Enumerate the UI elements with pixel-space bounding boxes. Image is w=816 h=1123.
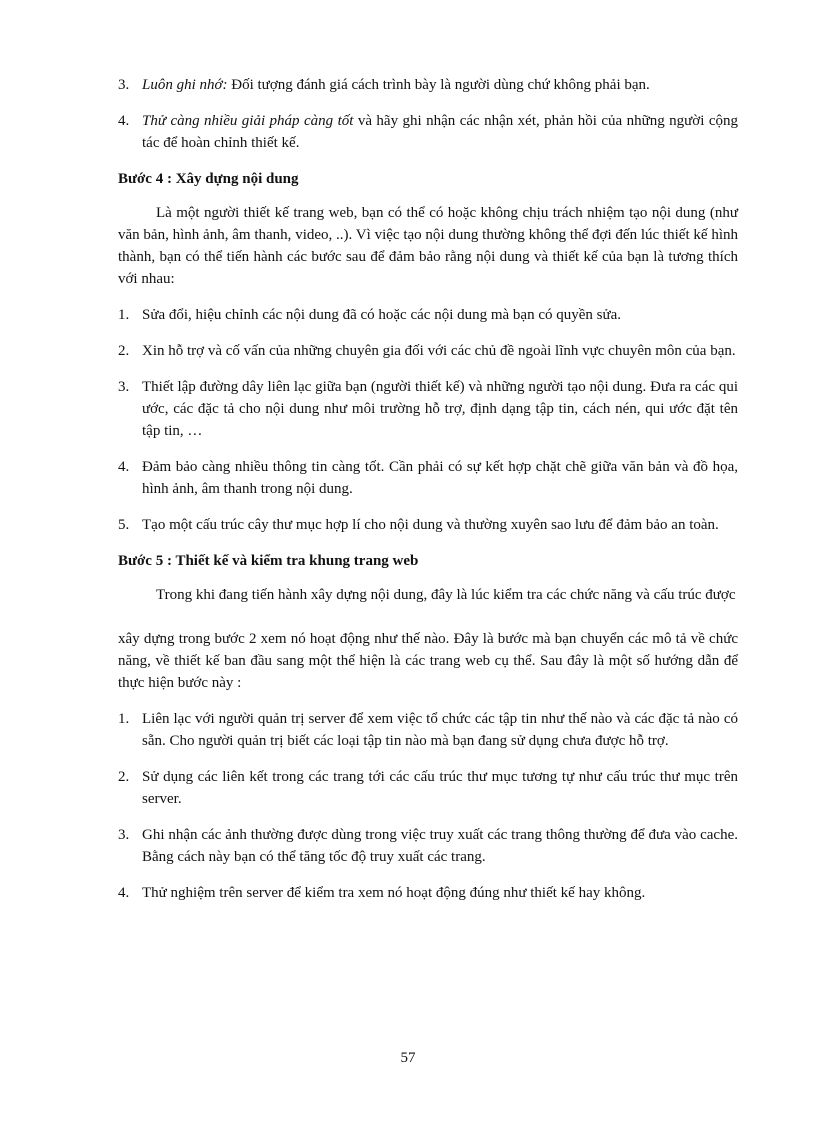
list-item-number: 4.: [118, 113, 130, 129]
list-item-number: 5.: [118, 517, 130, 533]
list-item: [118, 304, 738, 326]
list-item-number: 3.: [118, 77, 130, 93]
list-item: [118, 708, 738, 752]
step5-paragraph-1: Trong khi đang tiến hành xây dựng nội dung, đây là lúc kiểm tra các chức năng và cấu trúc được: [156, 587, 736, 603]
list-item-number: 1.: [118, 711, 130, 727]
list-item-text: Liên lạc với người quản trị server để xem việc tổ chức các tập tin như thế nào và các đặc tả nào có sẵn. Cho người quản trị biết các loại tập tin nào mà bạn đang sử dụng chưa được hỗ trợ.: [142, 711, 738, 749]
section-heading-step4: Bước 4 : Xây dựng nội dung: [118, 171, 299, 187]
list-item-text: Đảm bảo càng nhiều thông tin càng tốt. Cần phải có sự kết hợp chặt chẽ giữa văn bản và đồ họa, hình ảnh, âm thanh trong nội dung.: [142, 459, 738, 497]
list-item: [118, 456, 738, 500]
list-item: [118, 340, 738, 362]
list-item-text: và hãy ghi nhận các nhận xét, phản hồi của những người cộng tác để hoàn chỉnh thiết kế.: [142, 113, 738, 151]
page-number: 57: [400, 1050, 416, 1066]
list-item-number: 2.: [118, 343, 130, 359]
list-item-text: Sửa đổi, hiệu chỉnh các nội dung đã có hoặc các nội dung mà bạn có quyền sửa.: [142, 307, 622, 323]
step5-paragraph-2: xây dựng trong bước 2 xem nó hoạt động như thế nào. Đây là bước mà bạn chuyển các mô tả về chức năng, về thiết kế ban đầu sang một thể hiện là các trang web cụ thể. Sau đây là một số hướng dẫn để thực hiện bước này :: [118, 631, 738, 691]
list-item: [118, 882, 738, 904]
list-item-text: Sử dụng các liên kết trong các trang tới các cấu trúc thư mục tương tự như cấu trúc thư mục trên server.: [142, 769, 738, 807]
list-item-text: Đối tượng đánh giá cách trình bày là người dùng chứ không phải bạn.: [227, 77, 650, 93]
list-item-number: 1.: [118, 307, 130, 323]
document-page: [118, 74, 738, 918]
list-item: [118, 110, 738, 154]
list-item-text: Xin hỗ trợ và cố vấn của những chuyên gia đối với các chủ đề ngoài lĩnh vực chuyên môn của bạn.: [142, 343, 736, 359]
list-item-text: Tạo một cấu trúc cây thư mục hợp lí cho nội dung và thường xuyên sao lưu để đảm bảo an toàn.: [142, 517, 719, 533]
step4-paragraph: Là một người thiết kế trang web, bạn có thể có hoặc không chịu trách nhiệm tạo nội dung (như văn bản, hình ảnh, âm thanh, video, ..). Vì việc tạo nội dung thường không thể đợi đến lúc thiết kế hình thành, bạn có thể tiến hành các bước sau để đảm bảo rằng nội dung và thiết kế của bạn là tương thích với nhau:: [118, 205, 738, 287]
list-item-number: 4.: [118, 459, 130, 475]
section-heading-step5: Bước 5 : Thiết kế và kiểm tra khung trang web: [118, 553, 419, 569]
list-item: [118, 824, 738, 868]
list-item-number: 3.: [118, 827, 130, 843]
list-item-number: 2.: [118, 769, 130, 785]
list-item-text: Thiết lập đường dây liên lạc giữa bạn (người thiết kế) và những người tạo nội dung. Đưa ra các qui ước, các đặc tả cho nội dung như môi trường hỗ trợ, định dạng tập tin, cách nén, qui ước đặt tên tập tin, …: [142, 379, 738, 439]
list-item: [118, 514, 738, 536]
list-item-number: 3.: [118, 379, 130, 395]
list-item-text: Ghi nhận các ảnh thường được dùng trong việc truy xuất các trang thông thường để đưa vào cache. Bằng cách này bạn có thể tăng tốc độ truy xuất các trang.: [142, 827, 738, 865]
list-item-text: Thử nghiệm trên server để kiểm tra xem nó hoạt động đúng như thiết kế hay không.: [142, 885, 646, 901]
list-item: [118, 766, 738, 810]
list-item-emphasis: Luôn ghi nhớ:: [142, 77, 228, 93]
list-item-number: 4.: [118, 885, 130, 901]
list-item: [118, 376, 738, 442]
list-item: [118, 74, 738, 96]
list-item-emphasis: Thử càng nhiều giải pháp càng tốt: [142, 113, 354, 129]
